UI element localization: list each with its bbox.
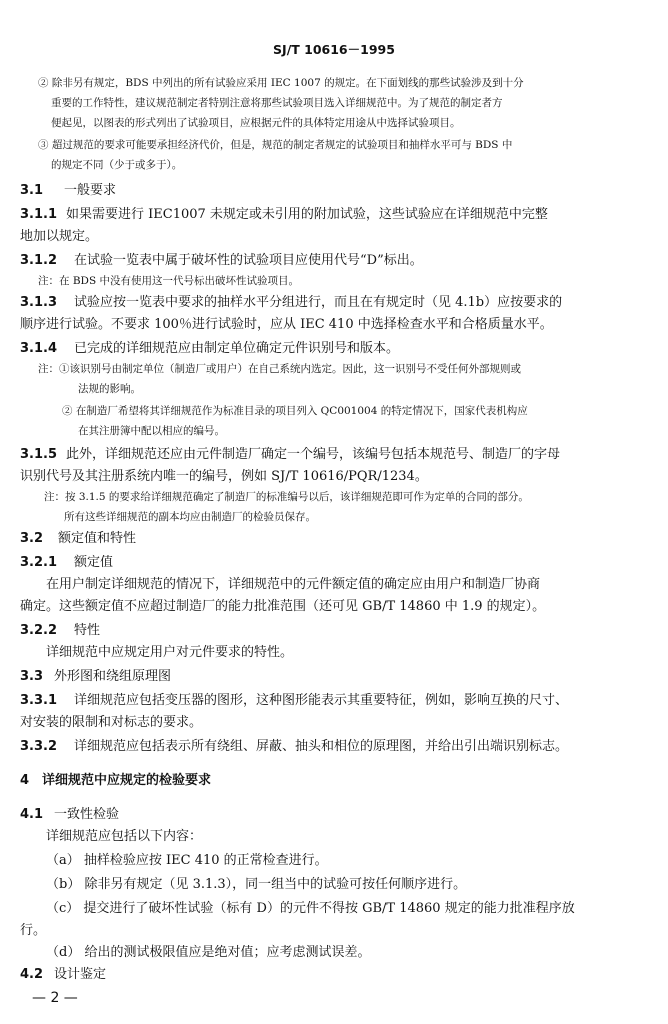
standard-header: SJ/T 10616－1995	[273, 42, 395, 57]
clause-3-1-2-line-1	[20, 252, 423, 270]
note-2-line-1: ② 除非另有规定，BDS 中列出的所有试验应采用 IEC 1007 的规定。在下面划线的那些试验涉及到十分	[38, 77, 524, 89]
clause-3-1-1-line-1	[20, 206, 548, 224]
item-a: （a） 抽样检验应按 IEC 410 的正常检查进行。	[46, 853, 328, 868]
clause-3-1-4-note-1-line-2: 法规的影响。	[78, 383, 141, 395]
clause-number: 3.1.5	[20, 447, 58, 462]
clause-3-2-1-heading	[20, 554, 113, 572]
item-c-line-2: 行。	[20, 923, 47, 938]
note-2-line-3: 便起见，以图表的形式列出了试验项目，应根据元件的具体特定用途从中选择试验项目。	[51, 117, 461, 129]
clause-text: 此外，详细规范还应由元件制造厂确定一个编号，该编号包括本规范号、制造厂的字母	[66, 447, 561, 462]
section-number: 3.3	[20, 669, 44, 684]
clause-number: 3.1.4	[20, 341, 58, 356]
clause-text: 在试验一览表中属于破坏性的试验项目应使用代号“D”标出。	[74, 253, 423, 268]
clause-3-1-5-line-1	[20, 446, 560, 464]
section-4-1-intro: 详细规范应包括以下内容：	[46, 829, 203, 844]
clause-3-3-1-line-1	[20, 692, 568, 710]
clause-3-1-4-note-1-line-1: 注：①该识别号由制定单位（制造厂或用户）在自己系统内选定。因此，这一识别号不受任何外部规则或	[38, 363, 521, 375]
clause-3-1-4-line-1	[20, 340, 399, 358]
note-3-line-1: ③ 超过规范的要求可能要承担经济代价，但是，规范的制定者规定的试验项目和抽样水平可与 BDS 中	[38, 139, 513, 151]
clause-text: 详细规范应包括表示所有绕组、屏蔽、抽头和相位的原理图，并给出引出端识别标志。	[74, 739, 569, 754]
clause-number: 3.3.1	[20, 693, 58, 708]
section-title: 一致性检验	[54, 807, 120, 822]
clause-text: 如果需要进行 IEC1007 未规定或未引用的附加试验，这些试验应在详细规范中完整	[66, 207, 548, 222]
clause-number: 3.2.1	[20, 555, 58, 570]
clause-3-1-3-line-1	[20, 294, 562, 312]
clause-3-1-2-note: 注：在 BDS 中没有使用这一代号标出破坏性试验项目。	[38, 275, 300, 287]
section-number: 4.2	[20, 967, 44, 982]
clause-number: 3.3.2	[20, 739, 58, 754]
section-4-1-heading	[20, 806, 119, 824]
chapter-title: 详细规范中应规定的检验要求	[42, 773, 212, 788]
clause-3-1-5-note-line-2: 所有这些详细规范的副本均应由制造厂的检验员保存。	[64, 511, 316, 523]
clause-number: 3.1.2	[20, 253, 58, 268]
clause-3-3-2-line-1	[20, 738, 568, 756]
section-number: 4.1	[20, 807, 44, 822]
section-4-2-heading	[20, 966, 106, 984]
clause-3-2-1-line-1: 在用户制定详细规范的情况下，详细规范中的元件额定值的确定应由用户和制造厂协商	[46, 577, 541, 592]
section-3-1-heading	[20, 182, 116, 200]
item-b: （b） 除非另有规定（见 3.1.3），同一组当中的试验可按任何顺序进行。	[46, 877, 467, 892]
clause-number: 3.1.1	[20, 207, 58, 222]
clause-title: 特性	[74, 623, 101, 638]
clause-3-1-4-note-2-line-2: 在其注册簿中配以相应的编号。	[78, 425, 225, 437]
section-number: 3.2	[20, 531, 44, 546]
clause-3-1-4-note-2-line-1: ② 在制造厂希望将其详细规范作为标准目录的项目列入 QC001004 的特定情况下，国家代表机构应	[62, 405, 528, 417]
note-3-line-2: 的规定不同（少于或多于）。	[51, 159, 183, 171]
section-title: 外形图和绕组原理图	[54, 669, 172, 684]
section-title: 设计鉴定	[54, 967, 107, 982]
clause-number: 3.2.2	[20, 623, 58, 638]
clause-3-1-1-line-2: 地加以规定。	[20, 229, 99, 244]
clause-3-1-5-note-line-1: 注：按 3.1.5 的要求给详细规范确定了制造厂的标准编号以后，该详细规范即可作为定单的合同的部分。	[44, 491, 529, 503]
chapter-number: 4	[20, 773, 30, 788]
section-3-2-heading	[20, 530, 136, 548]
clause-text: 已完成的详细规范应由制定单位确定元件识别号和版本。	[74, 341, 400, 356]
chapter-4-heading	[20, 772, 211, 790]
item-d: （d） 给出的测试极限值应是绝对值；应考虑测试误差。	[46, 945, 371, 960]
clause-3-2-2-heading	[20, 622, 100, 640]
section-title: 额定值和特性	[58, 531, 137, 546]
clause-3-3-1-line-2: 对安装的限制和对标志的要求。	[20, 715, 203, 730]
clause-3-1-3-line-2: 顺序进行试验。不要求 100％进行试验时，应从 IEC 410 中选择检查水平和合格质量水平。	[20, 317, 553, 332]
clause-text: 详细规范应包括变压器的图形，这种图形能表示其重要特征，例如，影响互换的尺寸、	[74, 693, 569, 708]
section-3-3-heading	[20, 668, 171, 686]
item-c-line-1: （c） 提交进行了破坏性试验（标有 D）的元件不得按 GB/T 14860 规定的能力批准程序放	[46, 901, 575, 916]
clause-title: 额定值	[74, 555, 114, 570]
section-number: 3.1	[20, 183, 44, 198]
clause-3-2-2-line-1: 详细规范中应规定用户对元件要求的特性。	[46, 645, 294, 660]
clause-3-1-5-line-2: 识别代号及其注册系统内唯一的编号，例如 SJ/T 10616/PQR/1234。	[20, 469, 428, 484]
clause-text: 试验应按一览表中要求的抽样水平分组进行，而且在有规定时（见 4.1b）应按要求的	[74, 295, 563, 310]
page-number: — 2 —	[32, 990, 78, 1006]
section-title: 一般要求	[64, 183, 117, 198]
note-2-line-2: 重要的工作特性，建议规范制定者特别注意将那些试验项目选入详细规范中。为了规范的制定者方	[51, 97, 503, 109]
clause-number: 3.1.3	[20, 295, 58, 310]
clause-3-2-1-line-2: 确定。这些额定值不应超过制造厂的能力批准范围（还可见 GB/T 14860 中 1.9 的规定）。	[20, 599, 546, 614]
